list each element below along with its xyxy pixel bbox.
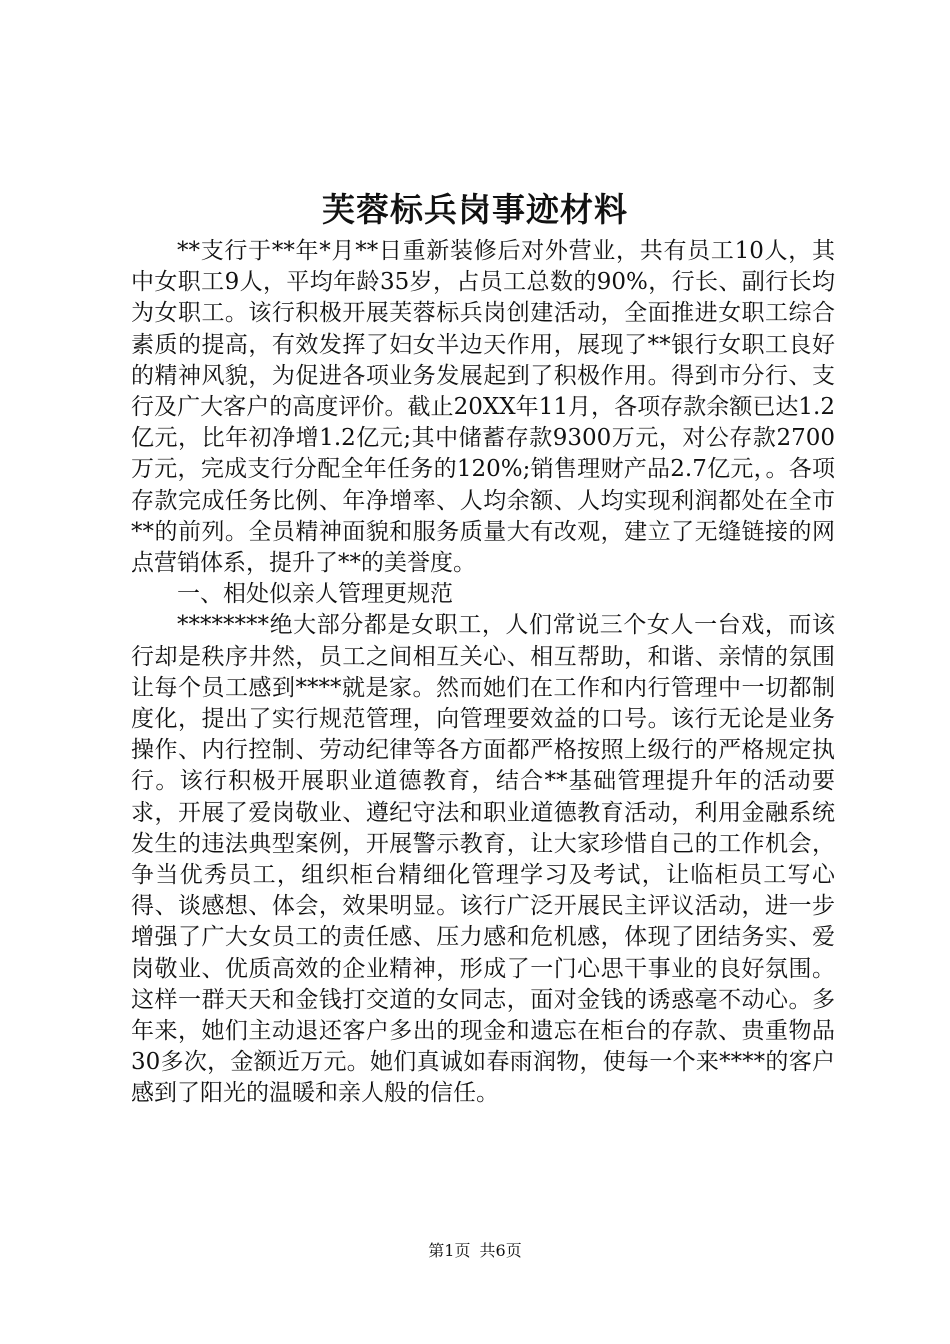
document-title: 芙蓉标兵岗事迹材料 — [322, 190, 628, 229]
section-heading: 一、相处似亲人管理更规范 — [177, 581, 453, 608]
paragraph-management: ********绝大部分都是女职工，人们常说三个女人一台戏，而该行却是秩序井然，员工之间相互关心、相互帮助，和谐、亲情的氛围让每个员工感到****就是家。然而她们在工作和内行管理中一切都制度化，提出了实行规范管理，向管理要效益的口号。该行无论是业务操作、内行控制、劳动纪律等各方面都严格按照上级行的严格规定执行。该行积极开展职业道德教育，结合**基础管理提升年的活动要求，开展了爱岗敬业、遵纪守法和职业道德教育活动，利用金融系统发生的违法典型案例，开展警示教育，让大家珍惜自己的工作机会，争当优秀员工，组织柜台精细化管理学习及考试，让临柜员工写心得、谈感想、体会，效果明显。该行广泛开展民主评议活动，进一步增强了广大女员工的责任感、压力感和危机感，体现了团结务实、爱岗敬业、优质高效的企业精神，形成了一门心思干事业的良好氛围。这样一群天天和金钱打交道的女同志，面对金钱的诱惑毫不动心。多年来，她们主动退还客户多出的现金和遗忘在柜台的存款、贵重物品30多次，金额近万元。她们真诚如春雨润物，使每一个来****的客户感到了阳光的温暖和亲人般的信任。 — [131, 612, 835, 1107]
page-number: 第1页 — [428, 1241, 471, 1260]
document-body — [131, 236, 835, 1110]
page-footer — [0, 1240, 950, 1262]
paragraph-intro: **支行于**年*月**日重新装修后对外营业，共有员工10人，其中女职工9人，平均年龄35岁，占员工总数的90%，行长、副行长均为女职工。该行积极开展芙蓉标兵岗创建活动，全面推进女职工综合素质的提高，有效发挥了妇女半边天作用，展现了**银行女职工良好的精神风貌，为促进各项业务发展起到了积极作用。得到市分行、支行及广大客户的高度评价。截止20XX年11月，各项存款余额已达1.2亿元，比年初净增1.2亿元;其中储蓄存款9300万元，对公存款2700万元，完成支行分配全年任务的120%;销售理财产品2.7亿元，。各项存款完成任务比例、年净增率、人均余额、人均实现利润都处在全市**的前列。全员精神面貌和服务质量大有改观，建立了无缝链接的网点营销体系，提升了**的美誉度。 — [131, 238, 835, 577]
page-total: 共6页 — [479, 1241, 522, 1260]
